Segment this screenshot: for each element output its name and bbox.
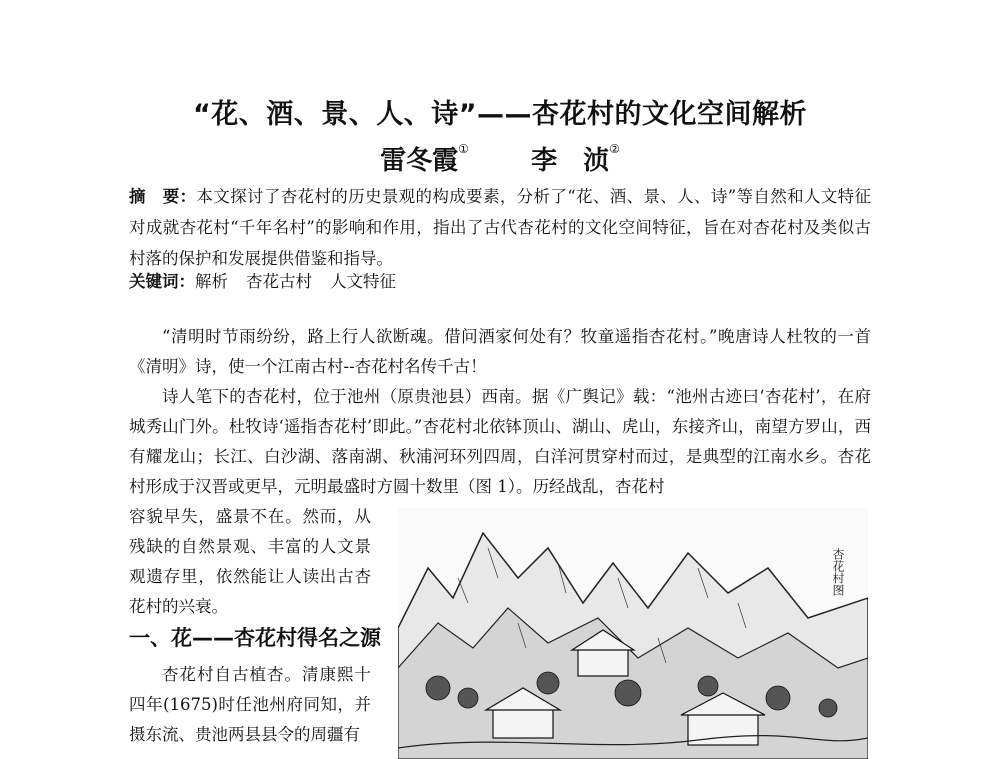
abstract <box>129 181 871 274</box>
author-line <box>0 140 1000 177</box>
body-paragraph-column: 杏花村自古植杏。清康熙十四年(1675)时任池州府同知，并摄东流、贵池两县县令的周疆有 <box>129 665 371 744</box>
section-heading: 一、花——杏花村得名之源 <box>129 626 381 650</box>
figure-village-illustration <box>398 508 868 759</box>
keyword: 人文特征 <box>330 272 396 291</box>
figure-inscription: 杏花村图 <box>831 548 845 596</box>
keyword: 杏花古村 <box>246 272 312 291</box>
author-footnote-mark[interactable]: ① <box>458 142 469 156</box>
keywords-label: 关键词： <box>129 272 195 291</box>
abstract-label: 摘 要： <box>129 187 197 206</box>
author-footnote-mark[interactable]: ② <box>609 142 620 156</box>
author-name: 雷冬霞 <box>380 146 459 176</box>
author-name: 李 浈 <box>531 146 610 176</box>
paper-title: “花、酒、景、人、诗”——杏花村的文化空间解析 <box>193 99 807 130</box>
village-drawing <box>398 508 868 759</box>
body-paragraph-column: 容貌早失，盛景不在。然而，从残缺的自然景观、丰富的人文景观遗存里，依然能让人读出古杏花村的兴衰。 <box>129 507 371 616</box>
keyword: 解析 <box>195 272 228 291</box>
keywords <box>129 268 414 292</box>
body-paragraph: 诗人笔下的杏花村，位于池州（原贵池县）西南。据《广舆记》载：“池州古迹曰‘杏花村’，在府城秀山门外。杜牧诗‘遥指杏花村’即此。”杏花村北依钵顶山、湖山、虎山，东接齐山，南望方罗山，西有耀龙山；长江、白沙湖、落南湖、秋浦河环列四周，白洋河贯穿村而过，是典型的江南水乡。杏花村形成于汉晋或更早，元明最盛时方圆十数里（图 1）。历经战乱，杏花村 <box>129 387 871 496</box>
abstract-text: 本文探讨了杏花村的历史景观的构成要素，分析了“花、酒、景、人、诗”等自然和人文特征对成就杏花村“千年名村”的影响和作用，指出了古代杏花村的文化空间特征，旨在对杏花村及类似古村落的保护和发展提供借鉴和指导。 <box>129 187 871 268</box>
body-paragraph: “清明时节雨纷纷，路上行人欲断魂。借问酒家何处有？牧童遥指杏花村。”晚唐诗人杜牧的一首《清明》诗，使一个江南古村--杏花村名传千古！ <box>129 327 871 376</box>
